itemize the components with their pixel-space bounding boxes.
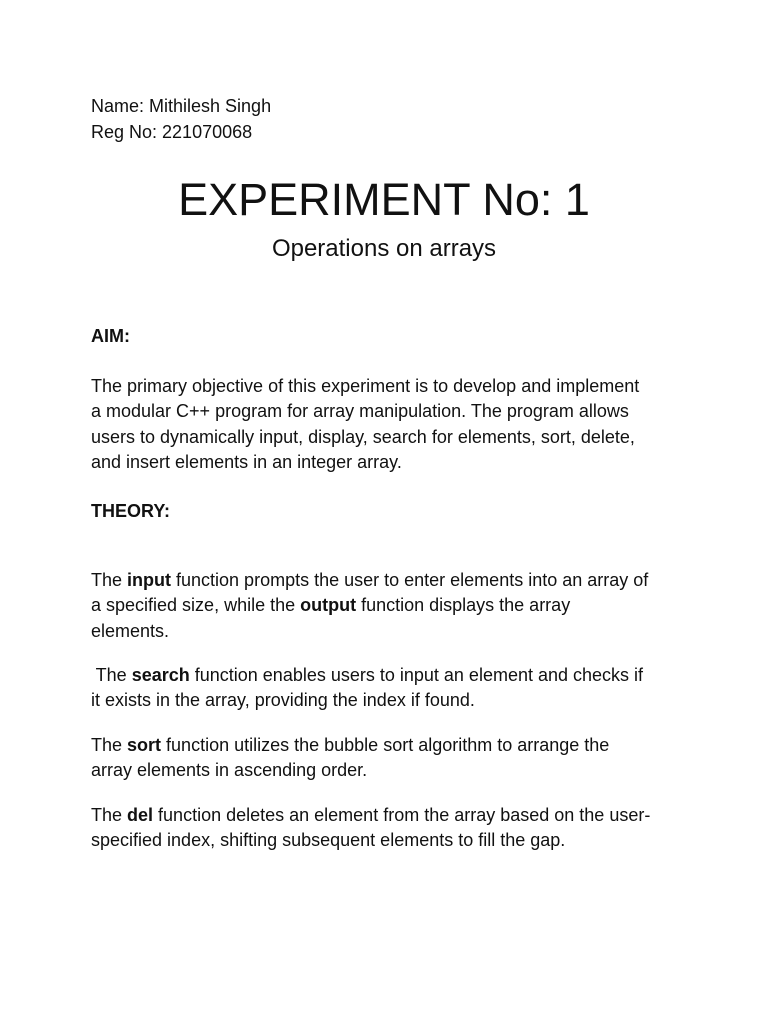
text-run: The	[91, 570, 128, 590]
text-run: The	[91, 665, 132, 685]
aim-line: The primary objective of this experiment is to develop and implement	[91, 376, 640, 396]
aim-paragraph	[91, 374, 691, 475]
theory-paragraph-sort	[91, 733, 691, 784]
document-title: EXPERIMENT No: 1	[178, 174, 590, 225]
paragraph-line	[91, 663, 691, 688]
theory-paragraph-del	[91, 803, 691, 854]
document-subtitle: Operations on arrays	[271, 235, 497, 262]
text-run: function prompts the user to enter elements into an array of	[171, 570, 649, 590]
keyword-sort: sort	[127, 735, 162, 755]
text-run: function deletes an element from the array based on the user-	[153, 805, 651, 825]
aim-heading: AIM:	[91, 326, 130, 346]
paragraph-line	[91, 593, 691, 618]
paragraph-line	[91, 568, 691, 593]
registration-number: Reg No: 221070068	[91, 122, 253, 142]
keyword-input: input	[127, 570, 172, 590]
paragraph-line: specified index, shifting subsequent elements to fill the gap.	[91, 830, 566, 851]
theory-paragraph-search	[91, 663, 691, 714]
keyword-del: del	[127, 805, 154, 825]
paragraph-line: array elements in ascending order.	[91, 760, 368, 781]
keyword-output: output	[300, 595, 357, 616]
aim-line: users to dynamically input, display, search for elements, sort, delete,	[91, 426, 635, 447]
text-run: The	[91, 735, 128, 755]
paragraph-line	[91, 733, 691, 758]
theory-heading: THEORY:	[91, 501, 170, 521]
keyword-search: search	[131, 665, 190, 685]
aim-line: a modular C++ program for array manipulation. The program allows	[91, 401, 629, 422]
paragraph-line	[91, 803, 691, 828]
student-name: Name: Mithilesh Singh	[91, 96, 272, 116]
paragraph-line: elements.	[91, 620, 170, 641]
student-info	[91, 93, 271, 145]
paragraph-line: it exists in the array, providing the index if found.	[91, 690, 475, 711]
text-run: function enables users to input an element and checks if	[189, 665, 644, 685]
aim-line: and insert elements in an integer array.	[91, 451, 402, 472]
text-run: function displays the array	[356, 595, 571, 616]
text-run: a specified size, while the	[91, 595, 301, 616]
text-run: function utilizes the bubble sort algorithm to arrange the	[161, 735, 610, 755]
text-run: The	[91, 805, 128, 825]
theory-paragraph-input-output	[91, 568, 691, 644]
